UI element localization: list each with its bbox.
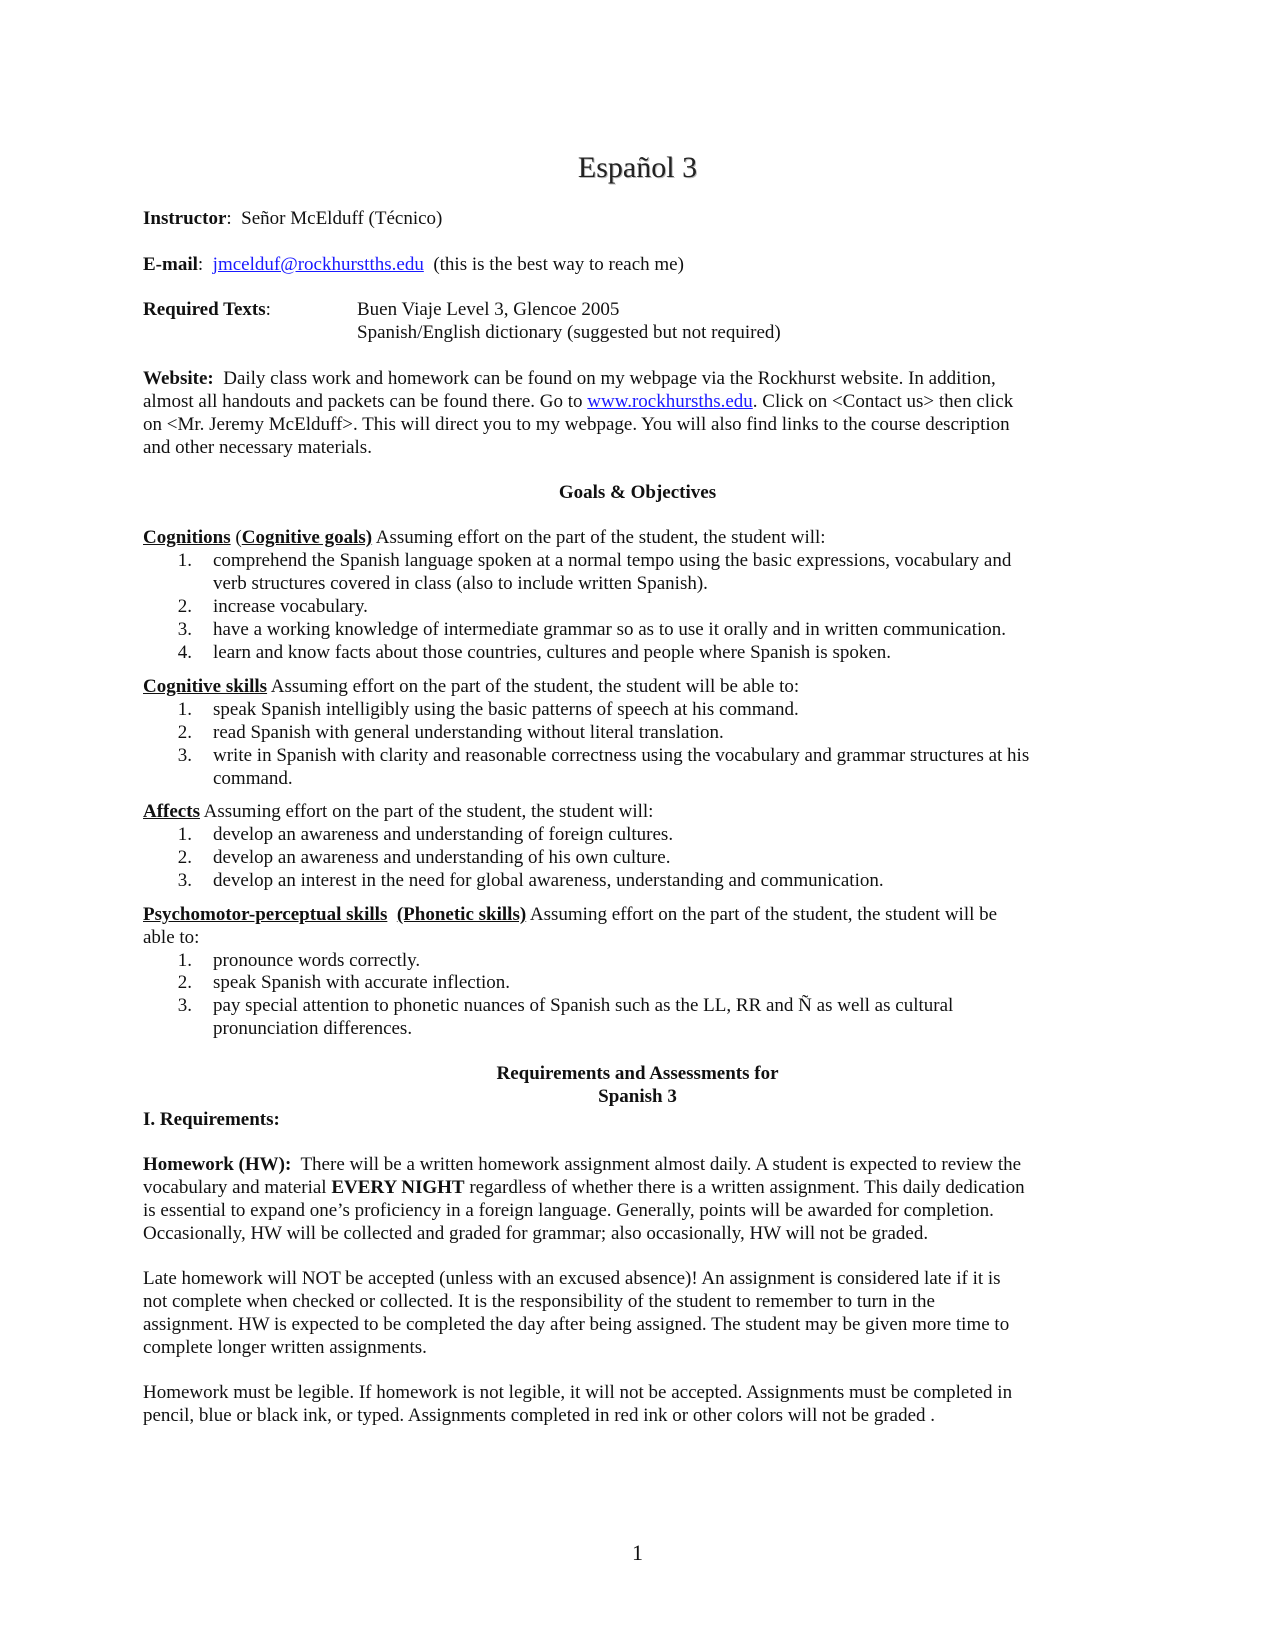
psychomotor-intro — [143, 903, 997, 926]
cognitive-skills-heading: Cognitive skills — [143, 676, 268, 697]
list-item: comprehend the Spanish language spoken at a normal tempo using the basic expressions, vocabulary and — [213, 550, 1012, 571]
website-line-4: and other necessary materials. — [143, 437, 372, 458]
late-homework-line-3: assignment. HW is expected to be completed the day after being assigned. The student may be given more time to — [143, 1314, 1010, 1335]
list-number: 2. — [177, 722, 192, 743]
instructor-value: Señor McElduff (Técnico) — [241, 208, 443, 229]
legible-line-1: Homework must be legible. If homework is not legible, it will not be accepted. Assignments must be completed in — [143, 1382, 1013, 1403]
list-item: speak Spanish with accurate inflection. — [213, 972, 511, 993]
list-item: learn and know facts about those countries, cultures and people where Spanish is spoken. — [213, 642, 892, 663]
list-item-continuation: pronunciation differences. — [213, 1018, 413, 1039]
list-item-continuation: verb structures covered in class (also to include written Spanish). — [213, 573, 708, 594]
affects-intro — [143, 800, 653, 823]
homework-line-2 — [143, 1176, 1025, 1199]
late-homework-line-2: not complete when checked or collected. It is the responsibility of the student to remember to turn in the — [143, 1291, 935, 1312]
website-label: Website: — [143, 368, 214, 389]
email-line: E-mail: jmcelduf@rockhurstths.edu (this is the best way to reach me) — [143, 254, 684, 275]
list-item: develop an interest in the need for global awareness, understanding and communication. — [213, 870, 884, 891]
affects-heading: Affects — [143, 801, 200, 822]
list-item: develop an awareness and understanding of his own culture. — [213, 847, 671, 868]
required-text-1: Buen Viaje Level 3, Glencoe 2005 — [357, 299, 620, 320]
late-homework-line-1: Late homework will NOT be accepted (unless with an excused absence)! An assignment is considered late if it is — [143, 1268, 1001, 1289]
affects-intro-text: Assuming effort on the part of the student, the student will: — [203, 801, 654, 822]
list-item: speak Spanish intelligibly using the basic patterns of speech at his command. — [213, 699, 799, 720]
list-number: 3. — [177, 745, 192, 766]
list-item: increase vocabulary. — [213, 596, 368, 617]
homework-line-3: is essential to expand one’s proficiency in a foreign language. Generally, points will be awarded for completion. — [143, 1200, 994, 1221]
list-item: write in Spanish with clarity and reasonable correctness using the vocabulary and grammar structures at his — [213, 745, 1030, 766]
list-number: 4. — [177, 642, 192, 663]
email-link[interactable]: jmcelduf@rockhurstths.edu — [212, 254, 424, 275]
instructor-label: Instructor — [143, 208, 227, 229]
homework-label: Homework (HW): — [143, 1154, 292, 1175]
section-i-heading: I. Requirements: — [143, 1109, 280, 1130]
homework-text-2a: vocabulary and material — [143, 1177, 327, 1198]
goals-heading: Goals & Objectives — [558, 482, 717, 503]
list-item: read Spanish with general understanding without literal translation. — [213, 722, 724, 743]
list-item-continuation: command. — [213, 768, 293, 789]
required-text-2: Spanish/English dictionary (suggested but not required) — [357, 322, 781, 343]
cognitive-goals-heading: Cognitive goals) — [241, 527, 373, 548]
cognitions-heading: Cognitions — [143, 527, 231, 548]
psychomotor-intro-cont: able to: — [143, 927, 200, 948]
homework-emphasis: EVERY NIGHT — [331, 1177, 465, 1198]
instructor-line: Instructor: Señor McElduff (Técnico) — [143, 208, 443, 229]
list-number: 2. — [177, 847, 192, 868]
requirements-heading: Requirements and Assessments for — [496, 1063, 779, 1084]
email-label: E-mail — [143, 254, 198, 275]
list-item: develop an awareness and understanding of foreign cultures. — [213, 824, 674, 845]
homework-line-1 — [143, 1153, 1021, 1176]
legible-line-2: pencil, blue or black ink, or typed. Assignments completed in red ink or other colors will not be graded . — [143, 1405, 936, 1426]
list-number: 1. — [177, 550, 192, 571]
website-line-1 — [143, 367, 996, 390]
list-number: 3. — [177, 995, 192, 1016]
homework-text-1: There will be a written homework assignment almost daily. A student is expected to review the — [300, 1154, 1022, 1175]
required-texts-line: Required Texts: — [143, 299, 271, 320]
list-number: 2. — [177, 972, 192, 993]
list-number: 3. — [177, 619, 192, 640]
psychomotor-intro-text: Assuming effort on the part of the student, the student will be — [529, 904, 998, 925]
list-number: 1. — [177, 824, 192, 845]
website-link[interactable]: www.rockhursths.edu — [587, 391, 753, 412]
phonetic-skills-heading: (Phonetic skills) — [396, 904, 527, 925]
required-texts-label: Required Texts — [143, 299, 266, 320]
cognitions-intro-text: Assuming effort on the part of the student, the student will: — [375, 527, 826, 548]
website-line-2 — [143, 390, 1013, 413]
cognitive-skills-intro-text: Assuming effort on the part of the student, the student will be able to: — [270, 676, 800, 697]
psychomotor-heading: Psychomotor-perceptual skills — [143, 904, 388, 925]
list-number: 2. — [177, 596, 192, 617]
website-text-1: Daily class work and homework can be found on my webpage via the Rockhurst website. In addition, — [223, 368, 996, 389]
cognitions-paren: ( — [235, 527, 242, 548]
list-item: pronounce words correctly. — [213, 950, 421, 971]
website-line-3: on <Mr. Jeremy McElduff>. This will direct you to my webpage. You will also find links to the course description — [143, 414, 1010, 435]
cognitive-skills-intro — [143, 675, 799, 698]
website-text-2a: almost all handouts and packets can be found there. Go to — [143, 391, 583, 412]
requirements-subheading: Spanish 3 — [598, 1086, 677, 1107]
cognitions-intro — [143, 526, 826, 549]
document-title: Español 3 — [577, 151, 698, 184]
homework-text-2c: regardless of whether there is a written assignment. This daily dedication — [469, 1177, 1025, 1198]
list-item: pay special attention to phonetic nuances of Spanish such as the LL, RR and Ñ as well as cultural — [213, 995, 954, 1016]
email-note: (this is the best way to reach me) — [433, 254, 684, 275]
list-number: 3. — [177, 870, 192, 891]
list-number: 1. — [177, 699, 192, 720]
page-number: 1 — [632, 1540, 643, 1565]
homework-line-4: Occasionally, HW will be collected and graded for grammar; also occasionally, HW will not be graded. — [143, 1223, 929, 1244]
website-text-2b: . Click on <Contact us> then click — [752, 391, 1014, 412]
late-homework-line-4: complete longer written assignments. — [143, 1337, 427, 1358]
list-item: have a working knowledge of intermediate grammar so as to use it orally and in written communication. — [213, 619, 1007, 640]
list-number: 1. — [177, 950, 192, 971]
